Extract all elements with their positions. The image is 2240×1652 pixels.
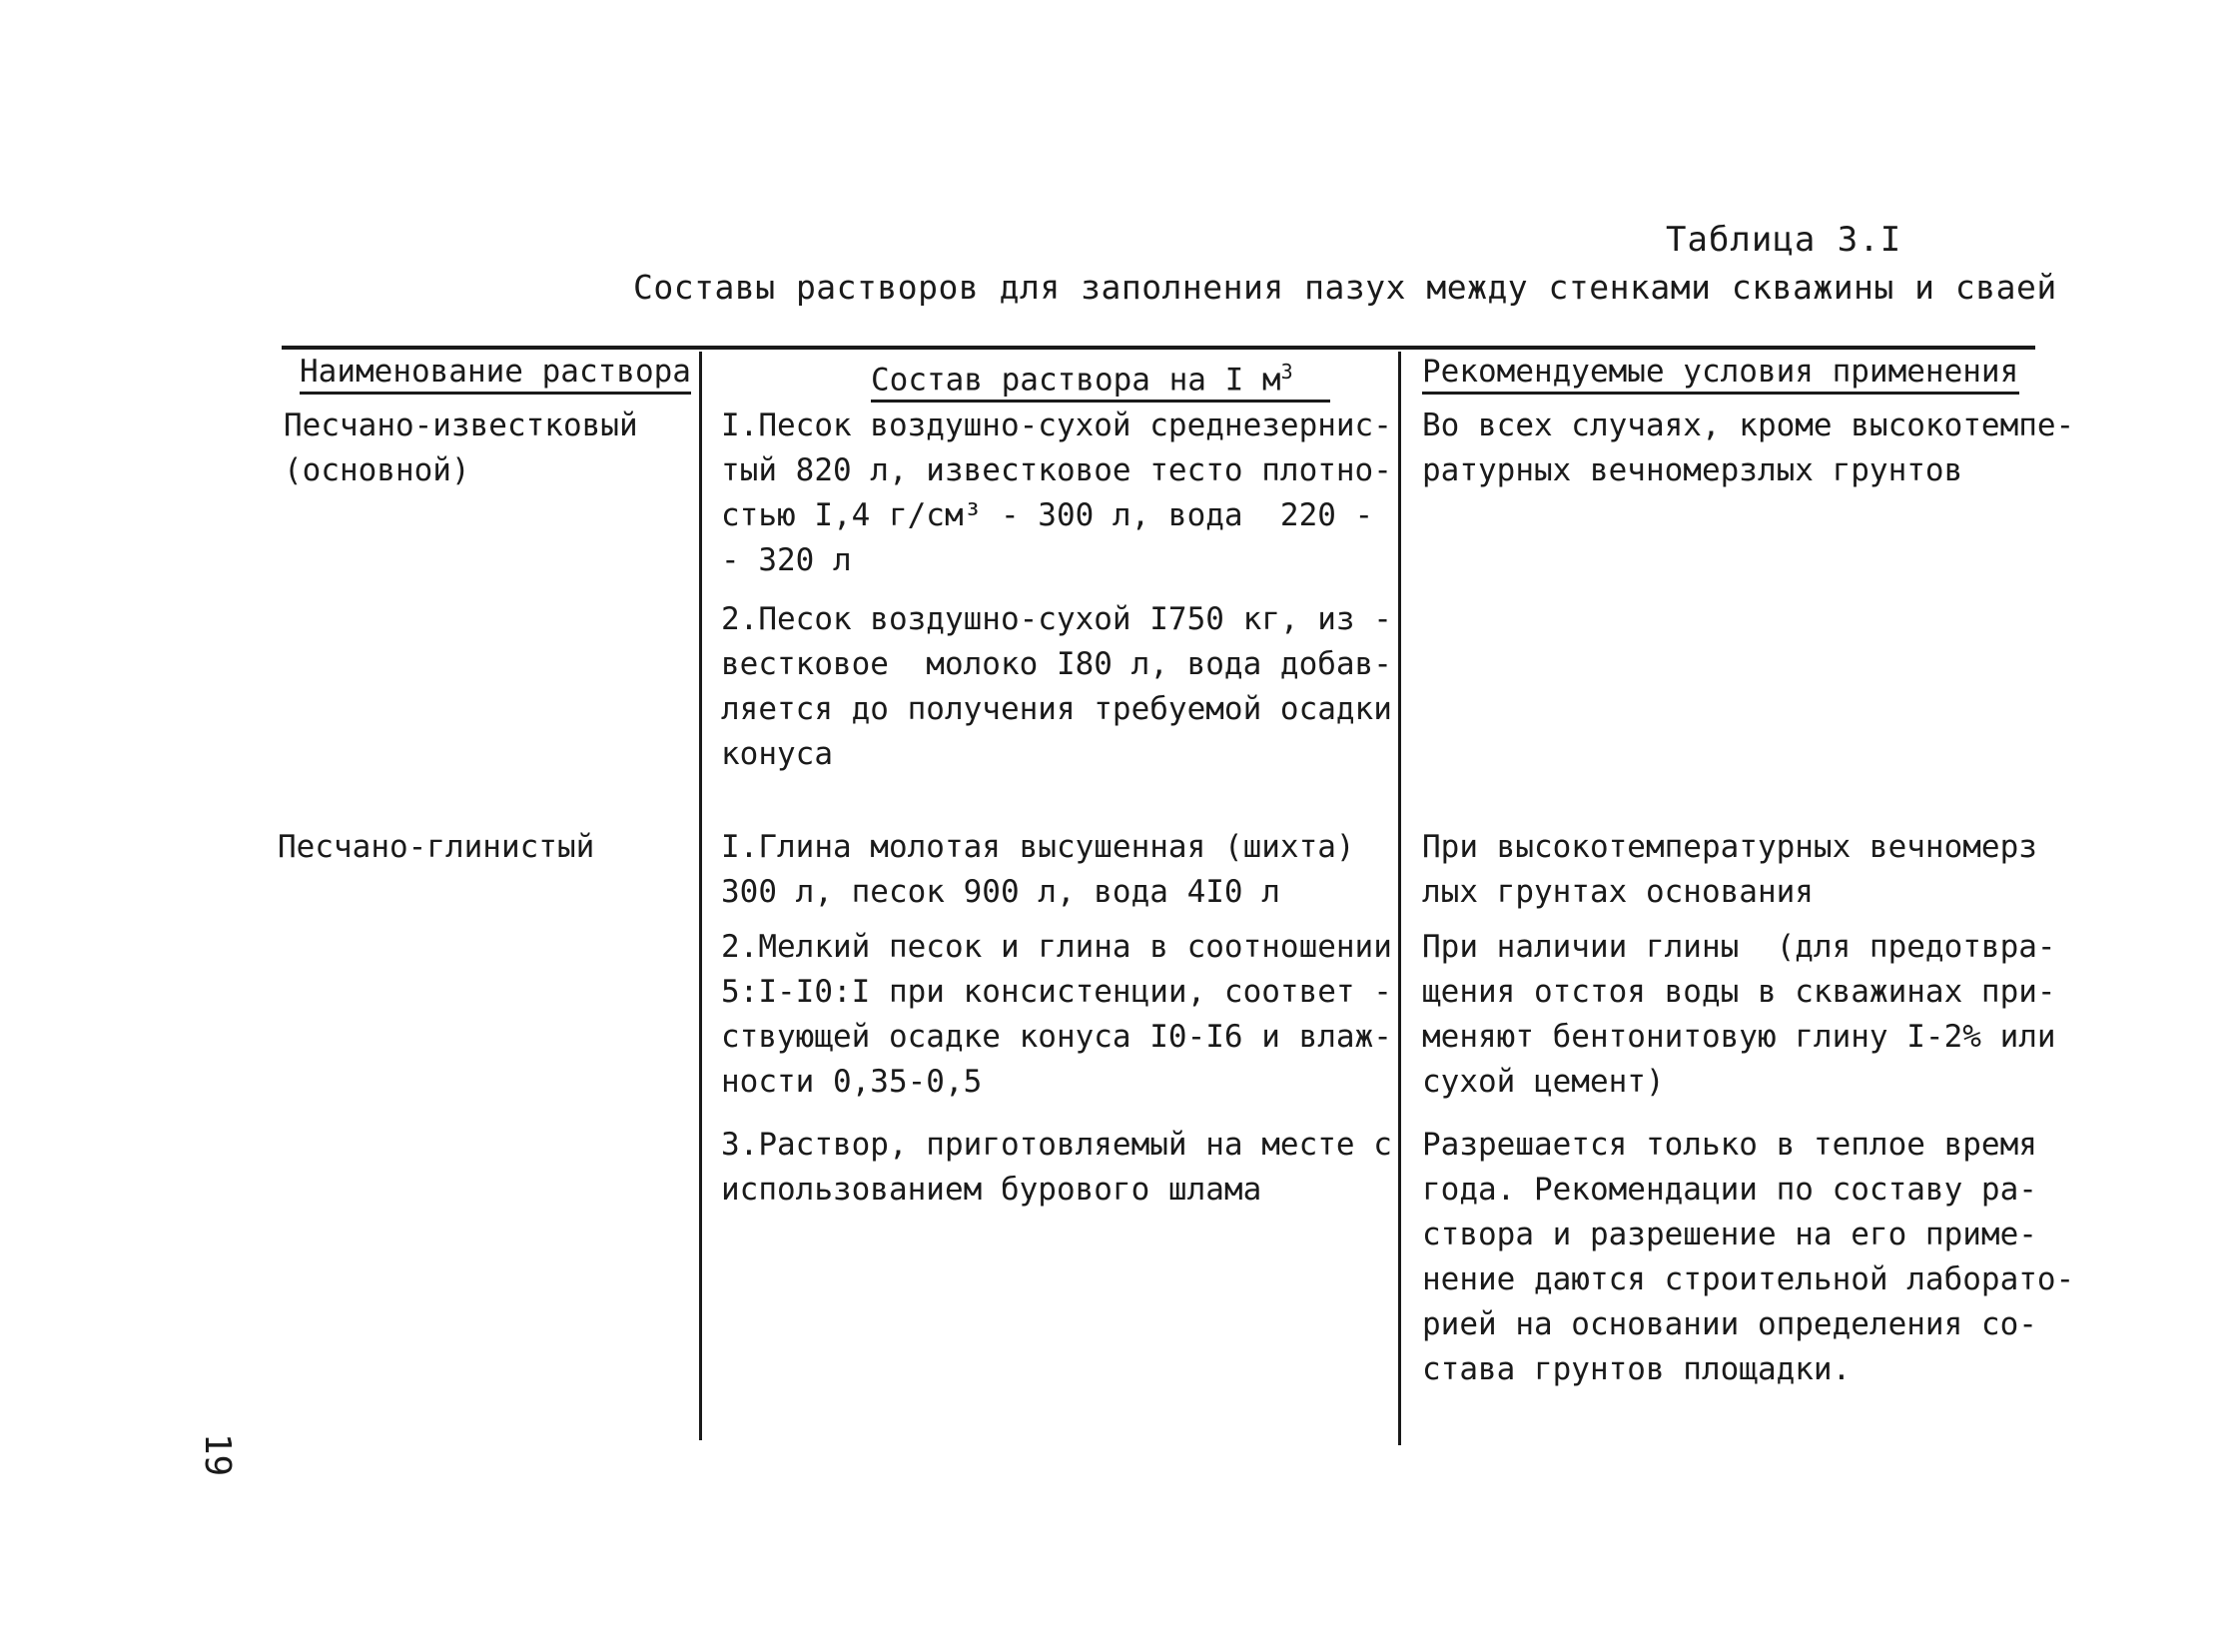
row2-item1-conditions: При высокотемпературных вечномерз лых грунтах основания [1422, 829, 2037, 910]
header-name: Наименование раствора [300, 352, 691, 395]
row1-name: Песчано-известковый (основной) [284, 408, 638, 488]
column-divider-2 [1398, 352, 1401, 1445]
table-top-rule [282, 346, 2035, 350]
row1-item2-composition: 2.Песок воздушно-сухой I750 кг, из - вестковое молоко I80 л, вода добав- ляется до получения требуемой осадки конуса [721, 601, 1392, 772]
header-conditions: Рекомендуемые условия применения [1422, 352, 2019, 395]
row2-name: Песчано-глинистый [278, 829, 595, 865]
row2-item1-composition: I.Глина молотая высушенная (шихта) 300 л, песок 900 л, вода 4I0 л [721, 829, 1355, 910]
row1-item1-conditions: Во всех случаях, кроме высокотемпе- ратурных вечномерзлых грунтов [1422, 408, 2075, 488]
header-composition-text: Состав раствора на I м [871, 362, 1281, 399]
table-caption-title: Составы растворов для заполнения пазух между стенками скважины и сваей [633, 268, 2057, 307]
row2-item3-composition: 3.Раствор, приготовляемый на месте с использованием бурового шлама [721, 1127, 1392, 1208]
page-number: 19 [197, 1432, 239, 1477]
row1-item1-composition: I.Песок воздушно-сухой среднезернис- тый 820 л, известковое тесто плотно- стью I,4 г/см³ - 300 л, вода 220 - - 320 л [721, 408, 1392, 578]
column-divider-1 [699, 352, 702, 1440]
row2-item2-composition: 2.Мелкий песок и глина в соотношении 5:I-I0:I при консистенции, соответ - ствующей осадке конуса I0-I6 и влаж- ности 0,35-0,5 [721, 929, 1392, 1100]
row2-item3-conditions: Разрешается только в теплое время года. Рекомендации по составу ра- створа и разрешение на его приме- нение даются строительной лаборато- рией на основании определения со- става грунтов площадки. [1422, 1127, 2075, 1387]
header-composition-sup: 3 [1280, 360, 1293, 384]
table-caption-label: Таблица 3.I [1666, 220, 1902, 260]
row2-item2-conditions: При наличии глины (для предотвра- щения отстоя воды в скважинах при- меняют бентонитовую глину I-2% или сухой цемент) [1422, 929, 2056, 1100]
header-composition [871, 352, 1330, 403]
